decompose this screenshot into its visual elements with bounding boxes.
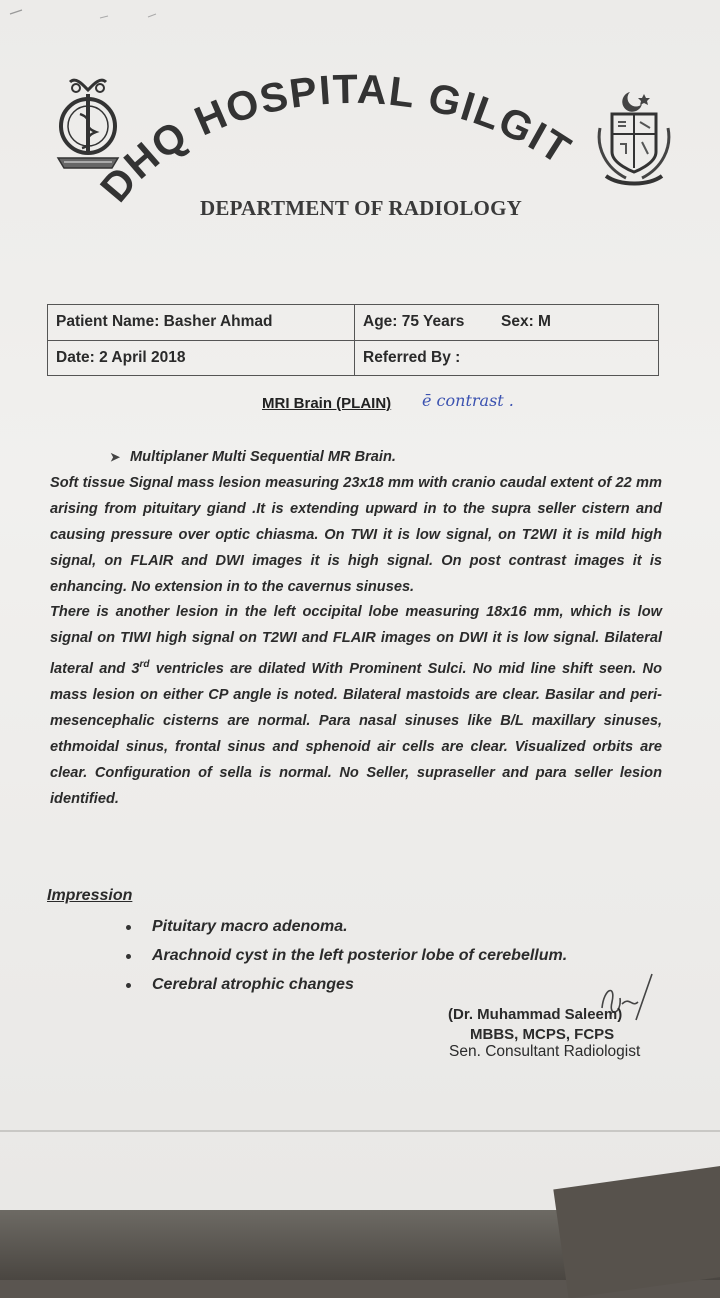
findings-paragraph-2: There is another lesion in the left occipital lobe measuring 18x16 mm, which is low signal on TIWI high signal on T2WI and FLAIR images on DWI it is low signal. Bilateral lateral and 3rd ventricles are dilated With Prominent Sulci. No mid line shift seen. No mass lesion on either CP angle is noted. Bilateral mastoids are clear. Basilar and peri-mesencephalic cisterns are normal. Para nasal sinuses like B/L maxillary sinuses, ethmoidal sinus, frontal sinus and sphenoid air cells are clear. Visualized orbits are clear. Configuration of sella is normal. No Seller, supraseller and para seller lesion identified. bbox=[50, 604, 662, 807]
impression-list bbox=[120, 912, 567, 999]
patient-name: Patient Name: Basher Ahmad bbox=[48, 305, 355, 341]
patient-age: Age: 75 Years bbox=[355, 305, 494, 341]
report-body bbox=[50, 445, 662, 813]
findings-paragraph-1: Soft tissue Signal mass lesion measuring 23x18 mm with cranio caudal extent of 22 mm arising from pituitary giand .It is extending upward in to the supra seller cistern and causing pressure over optic chiasma. On TWI it is low signal, on T2WI it is mild high signal, on FLAIR and DWI images it is high signal. On post contrast images it is enhancing. No extension in to the cavernus sinuses. bbox=[50, 474, 662, 595]
doctor-title: Sen. Consultant Radiologist bbox=[449, 1043, 641, 1060]
impression-item: Arachnoid cyst in the left posterior lobe of cerebellum. bbox=[120, 941, 567, 970]
hospital-name: DHQ HOSPITAL GILGIT bbox=[91, 65, 580, 211]
referred-by: Referred By : bbox=[355, 340, 659, 376]
doctor-qualifications: MBBS, MCPS, FCPS bbox=[470, 1026, 615, 1043]
paper-fold-line bbox=[0, 1130, 720, 1132]
bullet-text: Multiplaner Multi Sequential MR Brain. bbox=[130, 449, 396, 465]
patient-sex: Sex: M bbox=[493, 305, 659, 341]
arrow-bullet-icon: ➤ bbox=[110, 450, 121, 464]
impression-item: Cerebral atrophic changes bbox=[120, 970, 567, 999]
patient-info-table bbox=[47, 304, 659, 376]
doctor-name: (Dr. Muhammad Saleem) bbox=[448, 1006, 623, 1023]
svg-text:DHQ HOSPITAL GILGIT bbox=[91, 66, 579, 211]
department-title: DEPARTMENT OF RADIOLOGY bbox=[200, 196, 522, 220]
bullet-line bbox=[50, 445, 662, 471]
impression-heading: Impression bbox=[47, 887, 133, 904]
handwritten-note: ē contrast . bbox=[422, 391, 514, 410]
report-date: Date: 2 April 2018 bbox=[48, 340, 355, 376]
report-title: MRI Brain (PLAIN) bbox=[262, 395, 392, 412]
impression-item: Pituitary macro adenoma. bbox=[120, 912, 567, 941]
